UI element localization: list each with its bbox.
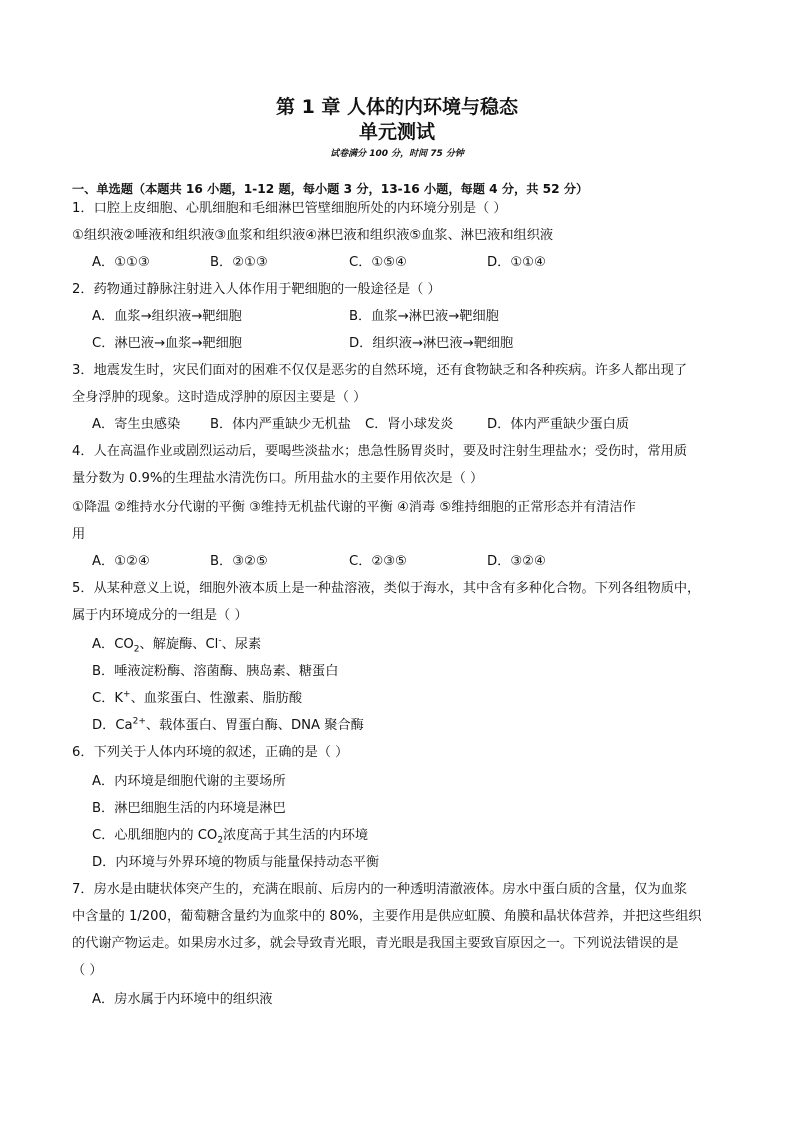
question-4-option-c: C．②③⑤ [349,554,407,569]
question-2-option-d: D．组织液→淋巴液→靶细胞 [349,336,514,351]
superscript: - [218,635,222,646]
section-heading: 一、单选题（本题共 16 小题，1-12 题，每小题 3 分，13-16 小题，每题 4 分，共 52 分） [72,182,589,196]
page-title: 第 1 章 人体的内环境与稳态 [275,96,519,118]
exam-note: 试卷满分 100 分，时间 75 分钟 [330,149,464,159]
question-4-items-line-2: 用 [72,527,86,542]
option-text: C．K [92,691,124,706]
question-7-stem-line-3: 的代谢产物运走。如果房水过多，就会导致青光眼，青光眼是我国主要致盲原因之一。下列说法错误的是 [72,936,679,951]
question-7-stem-line-1: 7．房水是由睫状体突产生的，充满在眼前、后房内的一种透明清澈液体。房水中蛋白质的含量，仅为血浆 [72,882,688,897]
question-3-option-a: A．寄生虫感染 [92,417,181,432]
question-1-option-d: D．①①④ [487,255,546,270]
question-5-stem-line-1: 5．从某种意义上说，细胞外液本质上是一种盐溶液，类似于海水，其中含有多种化合物。下列各组物质中， [72,581,701,596]
question-7-stem-line-2: 中含量的 1/200，葡萄糖含量约为血浆中的 80%，主要作用是供应虹膜、角膜和晶状体营养，并把这些组织 [72,909,702,924]
option-text: A．CO [92,637,134,652]
subscript: 2 [217,835,224,846]
question-3-stem-line-2: 全身浮肿的现象。这时造成浮肿的原因主要是（ ） [72,390,367,405]
question-6-option-b: B．淋巴细胞生活的内环境是淋巴 [92,801,286,816]
option-text: 、解旋酶、Cl [139,637,219,652]
question-7-option-a: A．房水属于内环境中的组织液 [92,992,273,1007]
question-3-option-d: D．体内严重缺少蛋白质 [487,417,630,432]
option-text: 、载体蛋白、胃蛋白酶、DNA 聚合酶 [145,718,364,733]
superscript: 2+ [132,716,146,727]
question-4-option-b: B．③②⑤ [210,554,268,569]
question-5-option-b: B．唾液淀粉酶、溶菌酶、胰岛素、糖蛋白 [92,664,339,679]
question-3-option-c: C．肾小球发炎 [365,417,454,432]
question-5-stem-line-2: 属于内环境成分的一组是（ ） [72,608,248,623]
option-text: D．Ca [92,718,133,733]
question-6-stem: 6．下列关于人体内环境的叙述，正确的是（ ） [72,745,349,760]
option-text: 浓度高于其生活的内环境 [223,828,369,843]
question-6-option-d: D．内环境与外界环境的物质与能量保持动态平衡 [92,855,380,870]
unit-title: 单元测试 [358,121,435,143]
question-2-option-b: B．血浆→淋巴液→靶细胞 [349,309,499,324]
question-4-stem-line-2: 量分数为 0.9%的生理盐水清洗伤口。所用盐水的主要作用依次是（ ） [72,471,484,486]
question-4-option-d: D．③②④ [487,554,546,569]
question-4-items-line-1: ①降温 ②维持水分代谢的平衡 ③维持无机盐代谢的平衡 ④消毒 ⑤维持细胞的正常形态并有清洁作 [72,500,636,515]
question-1-stem: 1．口腔上皮细胞、心肌细胞和毛细淋巴管壁细胞所处的内环境分别是（ ） [72,201,507,216]
question-2-option-a: A．血浆→组织液→靶细胞 [92,309,242,324]
question-6-option-a: A．内环境是细胞代谢的主要场所 [92,774,286,789]
question-5-option-c [92,690,302,708]
question-1-option-b: B．②①③ [210,255,268,270]
question-3-option-b: B．体内严重缺少无机盐 [210,417,351,432]
question-5-option-a [92,636,261,654]
option-text: C．心肌细胞内的 CO [92,828,218,843]
question-4-option-a: A．①②④ [92,554,150,569]
question-4-stem-line-1: 4．人在高温作业或剧烈运动后，要喝些淡盐水；患急性肠胃炎时，要及时注射生理盐水；受伤时，常用质 [72,444,688,459]
question-1-items: ①组织液②唾液和组织液③血浆和组织液④淋巴液和组织液⑤血浆、淋巴液和组织液 [72,228,554,243]
question-2-stem: 2．药物通过静脉注射进入人体作用于靶细胞的一般途径是（ ） [72,282,441,297]
question-1-option-a: A．①①③ [92,255,150,270]
question-7-stem-line-4: （ ） [72,963,103,978]
question-3-stem-line-1: 3．地震发生时，灾民们面对的困难不仅仅是恶劣的自然环境，还有食物缺乏和各种疾病。许多人都出现了 [72,363,688,378]
subscript: 2 [133,644,140,655]
question-6-option-c [92,827,368,845]
option-text: 、血浆蛋白、性激素、脂肪酸 [130,691,303,706]
question-2-option-c: C．淋巴液→血浆→靶细胞 [92,336,242,351]
question-1-option-c: C．①⑤④ [349,255,407,270]
option-text: 、尿素 [221,637,262,652]
question-5-option-d [92,717,364,735]
superscript: + [123,689,131,700]
